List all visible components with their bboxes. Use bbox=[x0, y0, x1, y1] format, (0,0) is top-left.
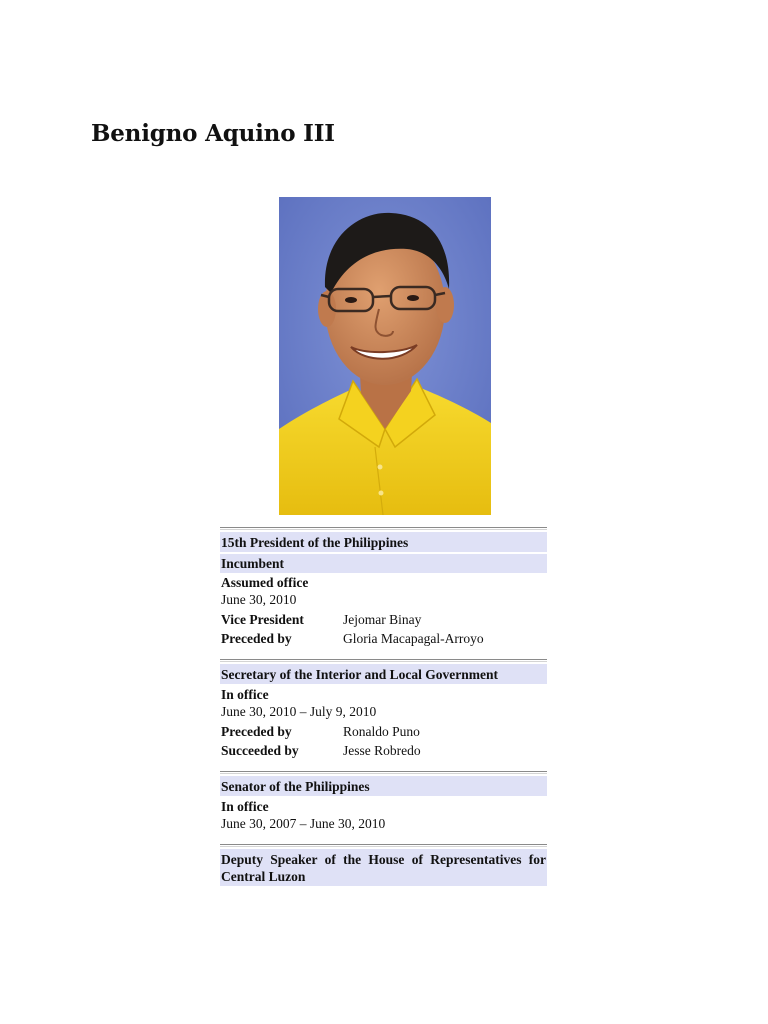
infobox-section-president bbox=[220, 527, 547, 647]
infobox-row bbox=[220, 630, 547, 647]
infobox bbox=[220, 527, 547, 898]
row-value: Ronaldo Puno bbox=[343, 724, 420, 739]
office-dates: June 30, 2007 – June 30, 2010 bbox=[221, 816, 386, 831]
section-header: Senator of the Philippines bbox=[220, 776, 547, 796]
page-title: Benigno Aquino III bbox=[91, 120, 335, 147]
row-key: Preceded by bbox=[221, 631, 292, 646]
row-key: Vice President bbox=[221, 612, 304, 627]
office-status-label: In office bbox=[221, 799, 269, 814]
row-value: Gloria Macapagal-Arroyo bbox=[343, 631, 484, 646]
incumbent-label: Incumbent bbox=[220, 554, 547, 573]
infobox-section-deputy-speaker bbox=[220, 844, 547, 886]
row-key: Preceded by bbox=[221, 724, 292, 739]
row-value: Jesse Robredo bbox=[343, 743, 421, 758]
portrait-photo bbox=[279, 197, 491, 515]
section-header: Deputy Speaker of the House of Representatives for Central Luzon bbox=[220, 849, 547, 886]
infobox-section-interior-secretary bbox=[220, 659, 547, 759]
section-divider bbox=[220, 844, 547, 847]
section-divider bbox=[220, 527, 547, 530]
section-divider bbox=[220, 659, 547, 662]
office-dates: June 30, 2010 – July 9, 2010 bbox=[221, 704, 377, 719]
row-value: Jejomar Binay bbox=[343, 612, 422, 627]
office-status-label: Assumed office bbox=[221, 575, 309, 590]
section-divider bbox=[220, 771, 547, 774]
infobox-row bbox=[220, 723, 547, 740]
infobox-row bbox=[220, 742, 547, 759]
row-key: Succeeded by bbox=[221, 743, 299, 758]
section-header: 15th President of the Philippines bbox=[220, 532, 547, 552]
office-dates: June 30, 2010 bbox=[221, 592, 297, 607]
infobox-row bbox=[220, 611, 547, 628]
office-status-label: In office bbox=[221, 687, 269, 702]
section-header: Secretary of the Interior and Local Government bbox=[220, 664, 547, 684]
infobox-section-senator bbox=[220, 771, 547, 832]
